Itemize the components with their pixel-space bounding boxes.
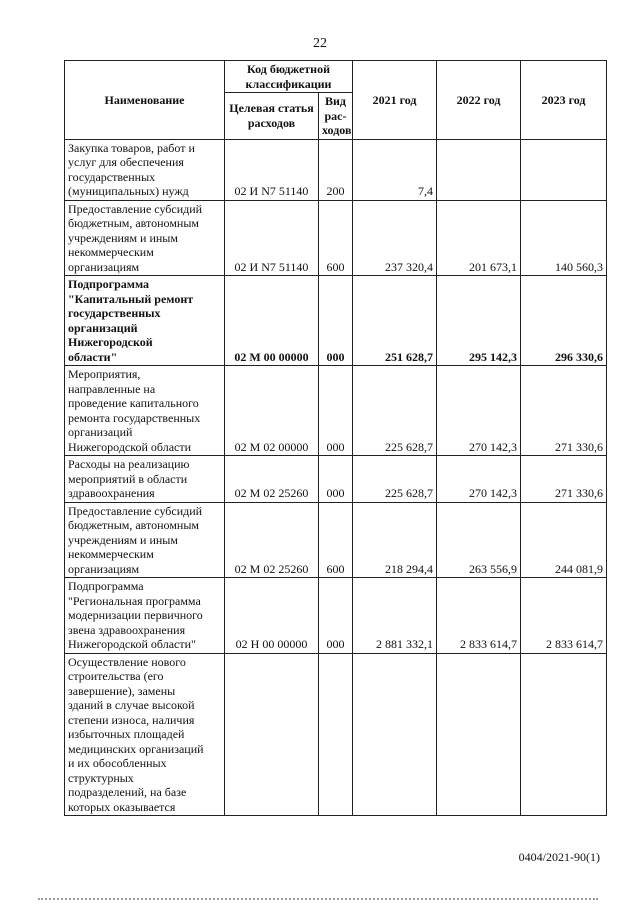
header-row [65, 61, 607, 93]
document-code: 0404/2021-90(1) [518, 850, 600, 864]
row-2021: 251 628,7 [353, 276, 437, 366]
row-type [319, 653, 353, 816]
row-2022: 201 673,1 [437, 200, 521, 276]
row-target: 02 М 02 25260 [225, 502, 319, 578]
row-2022 [437, 139, 521, 200]
row-2021: 2 881 332,1 [353, 578, 437, 654]
row-name: Предоставление субсидий бюджетным, автономным учреждениям и иным некоммерческим организациям [65, 502, 225, 578]
table-row [65, 653, 607, 816]
row-type: 000 [319, 276, 353, 366]
row-type: 000 [319, 578, 353, 654]
row-name: Мероприятия, направленные на проведение капитального ремонта государственных организаций Нижегородской области [65, 366, 225, 456]
table-row [65, 139, 607, 200]
row-target: 02 Н 00 00000 [225, 578, 319, 654]
row-2022 [437, 653, 521, 816]
row-2021: 218 294,4 [353, 502, 437, 578]
row-name: Подпрограмма "Капитальный ремонт государственных организаций Нижегородской области" [65, 276, 225, 366]
header-budget-code: Код бюджетной классификации [225, 61, 353, 93]
header-name: Наименование [65, 61, 225, 140]
row-type: 000 [319, 456, 353, 503]
row-2023 [521, 139, 607, 200]
row-target: 02 М 00 00000 [225, 276, 319, 366]
header-2021: 2021 год [353, 61, 437, 140]
table-row [65, 502, 607, 578]
row-2023: 271 330,6 [521, 366, 607, 456]
row-name: Предоставление субсидий бюджетным, автономным учреждениям и иным некоммерческим организациям [65, 200, 225, 276]
row-name: Осуществление нового строительства (его завершение), замены зданий в случае высокой степени износа, наличия избыточных площадей медицинских организаций и их обособленных структурных подразделений, на базе которых оказывается [65, 653, 225, 816]
page-number: 22 [313, 36, 327, 51]
row-target: 02 М 02 00000 [225, 366, 319, 456]
table-row [65, 578, 607, 654]
row-target [225, 653, 319, 816]
scan-edge-divider [38, 898, 598, 903]
row-type: 600 [319, 200, 353, 276]
row-type: 200 [319, 139, 353, 200]
row-2021 [353, 653, 437, 816]
row-target: 02 И N7 51140 [225, 200, 319, 276]
row-2023: 296 330,6 [521, 276, 607, 366]
row-2021: 237 320,4 [353, 200, 437, 276]
row-target: 02 И N7 51140 [225, 139, 319, 200]
row-type: 000 [319, 366, 353, 456]
row-name: Расходы на реализацию мероприятий в области здравоохранения [65, 456, 225, 503]
row-target: 02 М 02 25260 [225, 456, 319, 503]
row-2022: 2 833 614,7 [437, 578, 521, 654]
header-2023: 2023 год [521, 61, 607, 140]
table-row [65, 200, 607, 276]
header-2022: 2022 год [437, 61, 521, 140]
row-2023 [521, 653, 607, 816]
table-row [65, 366, 607, 456]
table-row-subprogram [65, 276, 607, 366]
row-2023: 271 330,6 [521, 456, 607, 503]
row-2023: 2 833 614,7 [521, 578, 607, 654]
table-row [65, 456, 607, 503]
row-2021: 225 628,7 [353, 366, 437, 456]
row-type: 600 [319, 502, 353, 578]
header-type: Вид рас-ходов [319, 93, 353, 140]
row-2021: 7,4 [353, 139, 437, 200]
row-2022: 270 142,3 [437, 456, 521, 503]
row-2022: 270 142,3 [437, 366, 521, 456]
budget-table [64, 60, 607, 816]
row-name: Закупка товаров, работ и услуг для обеспечения государственных (муниципальных) нужд [65, 139, 225, 200]
row-name: Подпрограмма "Региональная программа модернизации первичного звена здравоохранения Нижегородской области" [65, 578, 225, 654]
row-2022: 295 142,3 [437, 276, 521, 366]
header-target: Целевая статья расходов [225, 93, 319, 140]
row-2022: 263 556,9 [437, 502, 521, 578]
row-2021: 225 628,7 [353, 456, 437, 503]
row-2023: 140 560,3 [521, 200, 607, 276]
row-2023: 244 081,9 [521, 502, 607, 578]
